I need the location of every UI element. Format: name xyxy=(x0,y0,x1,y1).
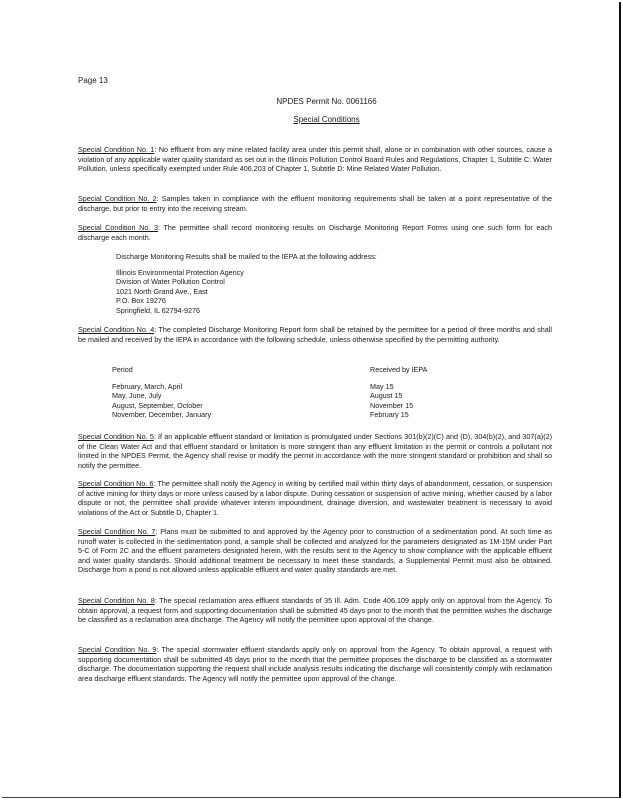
condition-label: Special Condition No. 9 xyxy=(78,645,157,654)
condition-label: Special Condition No. 8 xyxy=(78,596,155,605)
special-condition-8 xyxy=(78,596,552,625)
condition-text: : The permittee shall record monitoring results on Discharge Monitoring Report Forms using one such form for each discharge each month. xyxy=(78,223,552,242)
mail-intro: Discharge Monitoring Results shall be mailed to the IEPA at the following address: xyxy=(116,252,377,261)
condition-text: : The special stormwater effluent standards apply only on approval from the Agency. To obtain approval, a request with supporting documentation shall be submitted 45 days prior to the month that the permittee proposes the discharge to be classified as a stormwater discharge. The documentation supporting the request shall include analysis results indicating the discharge will consistently comply with reclamation area discharge effluent standards. The Agency will notify the permittee upon approval of the change. xyxy=(78,645,553,683)
special-condition-7 xyxy=(78,527,552,575)
condition-text: : No effluent from any mine related facility area under this permit shall, alone or in combination with other sources, cause a violation of any applicable water quality standard as set out in the Illinois Pollution Control Board Rules and Regulations, Chapter 1, Subtitle C: Water Pollution, unless specifically exempted under Rule 406.203 of Chapter 1, Subtitle D: Mine Related Water Pollution. xyxy=(78,145,552,174)
schedule-header: Period xyxy=(112,365,133,374)
address-line: Illinois Environmental Protection Agency xyxy=(116,268,244,277)
condition-label: Special Condition No. 4 xyxy=(78,325,155,334)
schedule-period: August, September, October xyxy=(112,400,203,410)
special-condition-5 xyxy=(78,432,552,470)
condition-text: : The permittee shall notify the Agency in writing by certified mail within thirty days of abandonment, cessation, or suspension of active mining for thirty days or more unless caused by a labor dispute. During cessation or suspension of active mining, whether caused by a labor dispute or not, the permittee shall provide whatever interim impoundment, drainage diversion, and wastewater treatment is necessary to avoid violations of the Act or Subtitle D, Chapter 1. xyxy=(78,479,552,517)
schedule-header: Received by IEPA xyxy=(370,365,428,374)
address-line: P.O. Box 19276 xyxy=(116,296,166,306)
schedule-period: February, March, April xyxy=(112,382,183,392)
condition-label: Special Condition No. 1 xyxy=(78,145,155,154)
address-line: Springfield, IL 62794-9276 xyxy=(116,305,201,315)
condition-text: : Plans must be submitted to and approved by the Agency prior to construction of a sedimentation pond. At such time as runoff water is collected in the sedimentation pond, a sample shall be collected and analyzed for the parameters designated as 1M-15M under Part 5-C of Form 2C and the effluent parameters designated herein, with the results sent to the Agency to show compliance with the applicable effluent and water quality standards. Should additional treatment be necessary to meet these standards, a Supplemental Permit must also be obtained. Discharge from a pond is not allowed unless applicable effluent and water quality standards are met. xyxy=(78,527,552,575)
special-condition-6 xyxy=(78,479,552,517)
schedule-received-column xyxy=(370,365,427,419)
permit-number: NPDES Permit No. 0061166 xyxy=(276,97,377,106)
condition-label: Special Condition No. 6 xyxy=(78,479,154,488)
page-number: Page 13 xyxy=(78,76,108,85)
special-condition-9 xyxy=(78,645,552,683)
mailing-address xyxy=(116,268,244,315)
schedule-date: May 15 xyxy=(370,382,394,392)
special-condition-4 xyxy=(78,325,552,344)
condition-label: Special Condition No. 2 xyxy=(78,194,157,203)
address-line: 1021 North Grand Ave., East xyxy=(116,286,208,296)
schedule-period-column xyxy=(112,365,211,419)
schedule-date: November 15 xyxy=(370,400,414,410)
section-heading: Special Conditions xyxy=(293,115,360,124)
special-condition-1 xyxy=(78,145,552,174)
schedule-date: February 15 xyxy=(370,409,409,419)
address-line: Division of Water Pollution Control xyxy=(116,277,225,287)
condition-text: : The special reclamation area effluent standards of 35 Ill. Adm. Code 406.109 apply only on approval from the Agency. To obtain approval, a request form and supporting documentation shall be submitted 45 days prior to the month that the permittee wishes the discharge be classified as a reclamation area discharge. The Agency will notify the permittee upon approval of the change. xyxy=(78,596,552,625)
condition-text: : The completed Discharge Monitoring Report form shall be retained by the permittee for a period of three months and shall be mailed and received by the IEPA in accordance with the following schedule, unless otherwise specified by the permitting authority. xyxy=(78,325,552,344)
condition-text: : Samples taken in compliance with the effluent monitoring requirements shall be taken at a point representative of the discharge, but prior to entry into the receiving stream. xyxy=(78,194,552,213)
special-condition-2 xyxy=(78,194,552,213)
schedule-date: August 15 xyxy=(370,391,403,401)
special-condition-3 xyxy=(78,223,552,242)
condition-label: Special Condition No. 5 xyxy=(78,432,154,441)
schedule-period: May, June, July xyxy=(112,391,162,401)
condition-label: Special Condition No. 3 xyxy=(78,223,158,232)
schedule-period: November, December, January xyxy=(112,409,212,419)
condition-text: : If an applicable effluent standard or limitation is promulgated under Sections 301(b)(2)(C) and (D), 304(b)(2), and 307(a)(2) of the Clean Water Act and that effluent standard or limitation is more stringent than any effluent limitation in the permit or controls a pollutant not limited in the NPDES Permit, the Agency shall revise or modify the permit in accordance with the more stringent standard or prohibition and shall so notify the permittee. xyxy=(78,432,552,470)
condition-label: Special Condition No. 7 xyxy=(78,527,156,536)
